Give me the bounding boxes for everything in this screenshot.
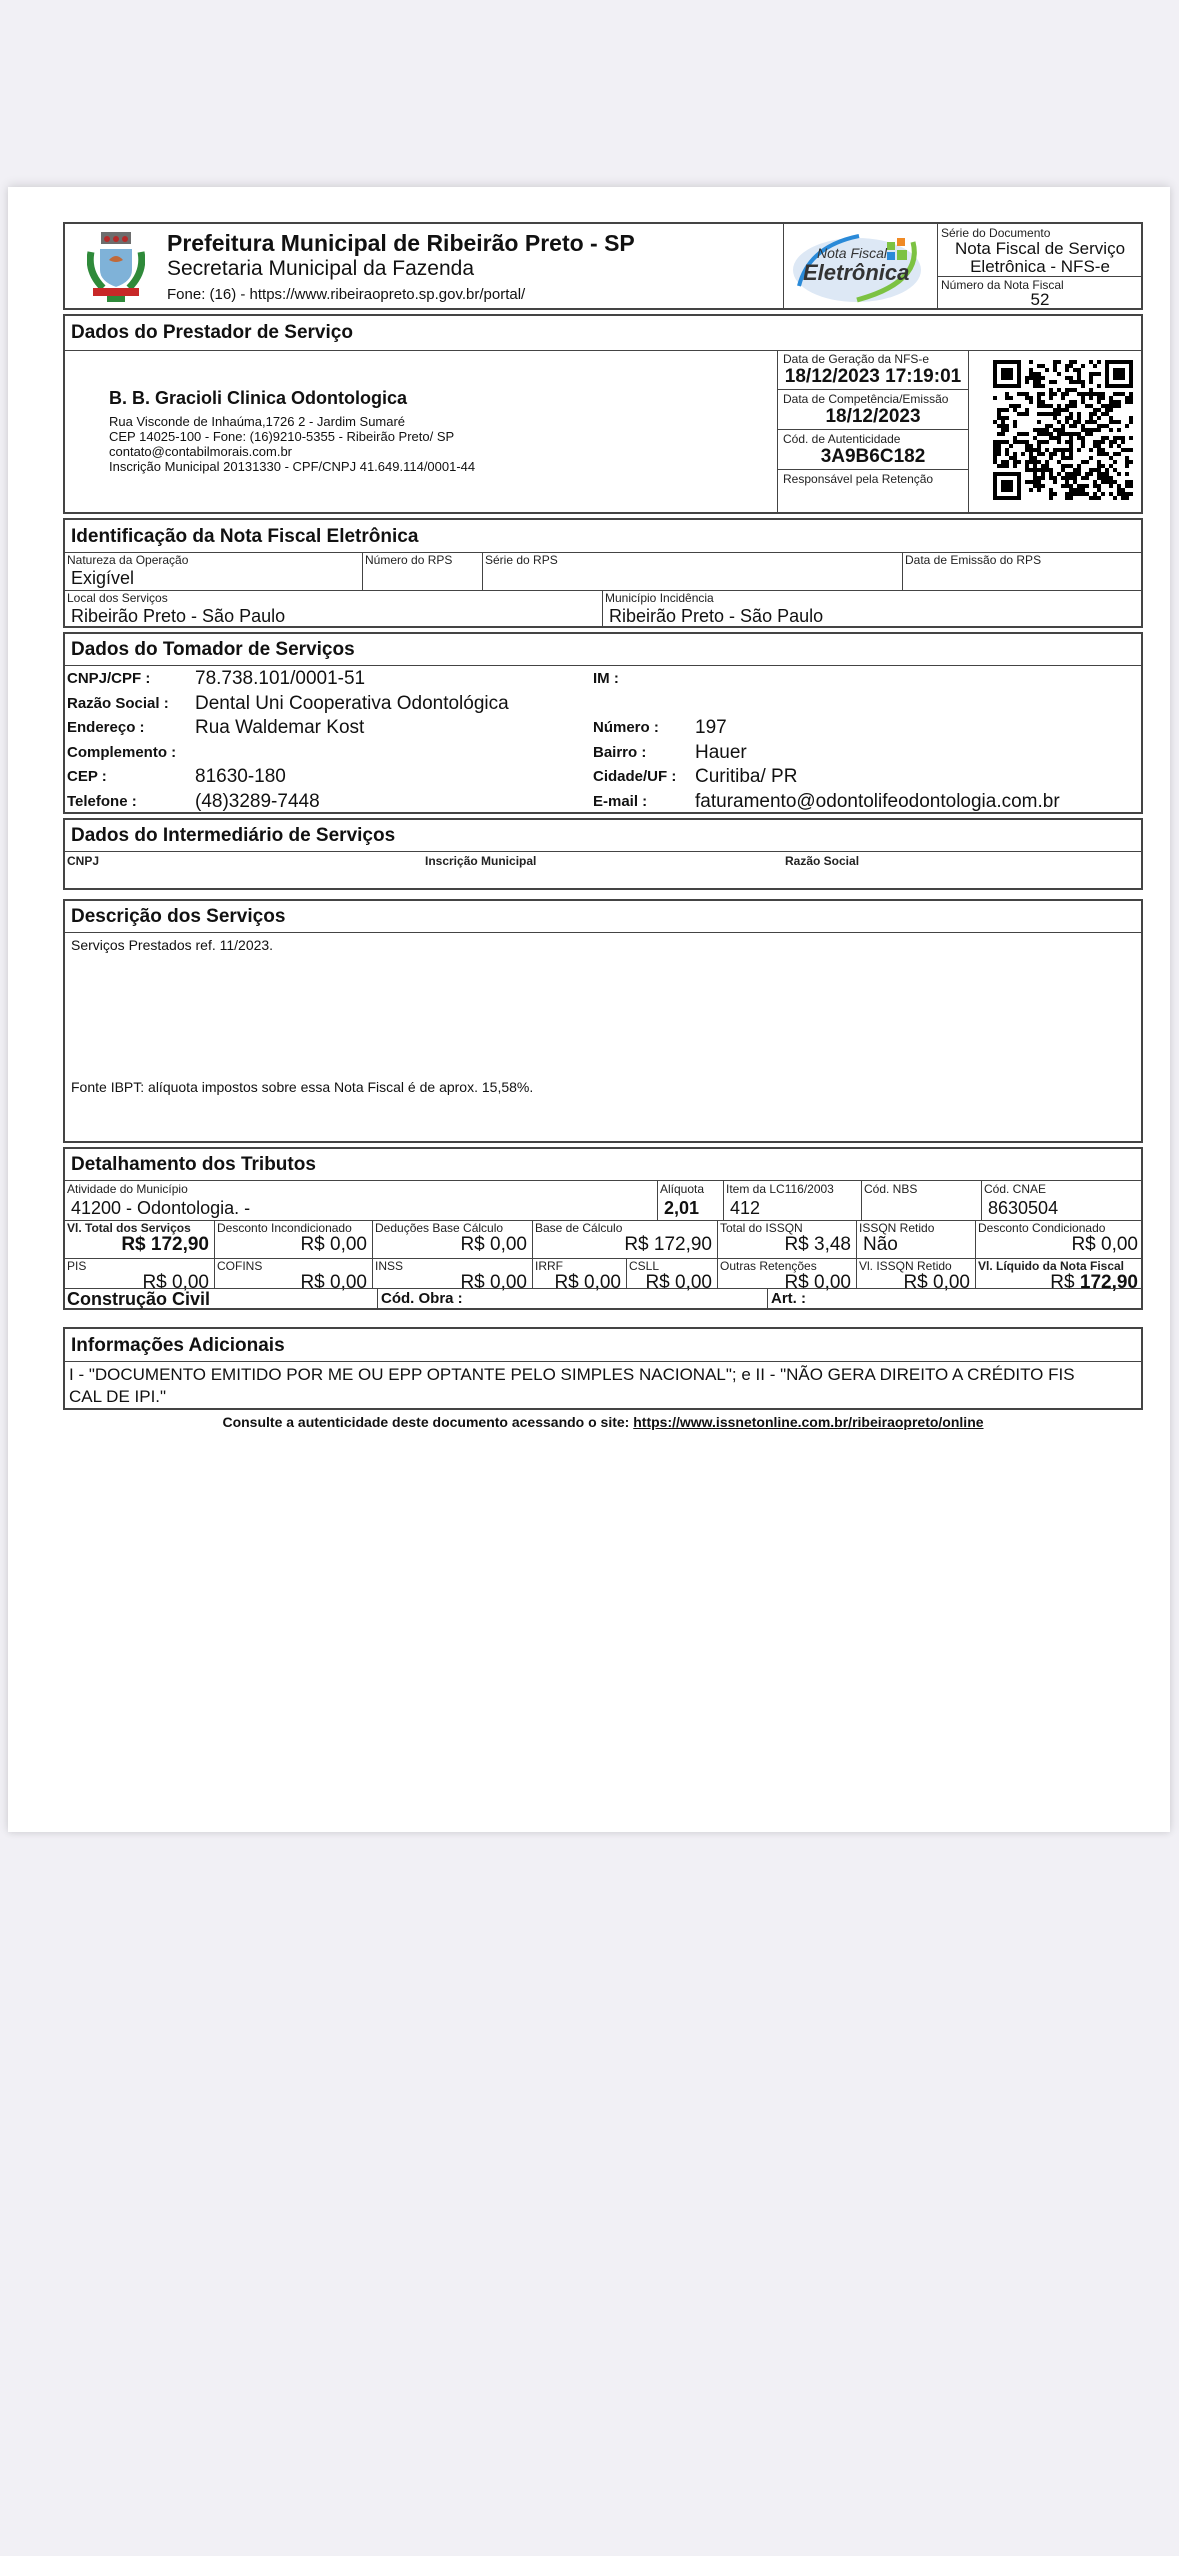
tomador-razao-value: Dental Uni Cooperativa Odontológica: [195, 692, 509, 714]
tomador-im-label: IM :: [593, 670, 619, 687]
tomador-cnpj-value: 78.738.101/0001-51: [195, 668, 366, 689]
tax-label: Vl. ISSQN Retido: [859, 1259, 952, 1273]
divider: [65, 1361, 1141, 1362]
tomador-telefone-label: Telefone :: [67, 792, 137, 810]
serie-rps-label: Série do RPS: [485, 553, 558, 567]
tomador-razao-label: Razão Social :: [67, 694, 169, 712]
authenticity-link[interactable]: https://www.issnetonline.com.br/ribeiraopreto/online: [633, 1414, 984, 1430]
competencia-cell: [778, 390, 968, 430]
local-servicos-label: Local dos Serviços: [67, 591, 168, 605]
divider: [65, 665, 1141, 666]
tomador-cidade-label: Cidade/UF :: [593, 768, 677, 785]
cod-cnae-cell: [982, 1180, 1143, 1220]
adicionais-line-1: I - "DOCUMENTO EMITIDO POR ME OU EPP OPTANTE PELO SIMPLES NACIONAL"; e II - "NÃO GERA DIREITO A CRÉDITO FIS: [69, 1365, 1075, 1384]
tomador-cnpj-label: CNPJ/CPF :: [67, 670, 151, 687]
geracao-cell: [778, 350, 968, 390]
prestador-email: contato@contabilmorais.com.br: [109, 444, 292, 459]
trib-row2-cell: [373, 1258, 533, 1293]
geracao-label: Data de Geração da NFS-e: [783, 352, 930, 366]
prestador-dates-panel: [777, 350, 969, 512]
tax-value: R$ 0,00: [645, 1272, 712, 1293]
numero-nota-cell: [937, 277, 1143, 310]
tomador-bairro-label: Bairro :: [593, 743, 647, 761]
intermediario-section: [63, 818, 1143, 890]
divider: [783, 224, 784, 308]
nfe-logo-line1: Nota Fiscal: [817, 245, 888, 261]
tax-label: INSS: [375, 1259, 404, 1273]
art-label: Art. :: [771, 1290, 806, 1307]
tomador-complemento-label: Complemento :: [67, 743, 177, 761]
nota-fiscal-eletronica-logo: [787, 228, 933, 306]
tomador-section: [63, 632, 1143, 814]
cod-obra-cell: [378, 1288, 768, 1310]
construcao-civil-label: Construção Civil: [67, 1289, 211, 1309]
numero-rps-cell: [363, 552, 483, 590]
trib-row1-cell: [215, 1220, 373, 1258]
cod-nbs-label: Cód. NBS: [864, 1182, 918, 1196]
header-box: [63, 222, 1143, 310]
competencia-label: Data de Competência/Emissão: [783, 392, 949, 406]
footer-text: Consulte a autenticidade deste documento acessando o site:: [222, 1414, 634, 1430]
cod-cnae-label: Cód. CNAE: [984, 1182, 1047, 1196]
qr-code-icon[interactable]: [993, 360, 1133, 500]
art-cell: [768, 1288, 1143, 1310]
prestador-name: B. B. Gracioli Clinica Odontologica: [109, 388, 408, 408]
serie-documento-cell: [937, 224, 1143, 277]
identificacao-section: [63, 518, 1143, 628]
trib-row1-cell: [976, 1220, 1143, 1258]
municipio-label: Município Incidência: [605, 591, 714, 605]
cod-obra-label: Cód. Obra :: [381, 1290, 463, 1307]
item-lc-cell: [724, 1180, 862, 1220]
descricao-text: Serviços Prestados ref. 11/2023.: [71, 937, 274, 953]
aliquota-value: 2,01: [664, 1198, 700, 1218]
tax-value: R$ 0,00: [903, 1272, 970, 1293]
local-servicos-cell: [65, 590, 603, 628]
tax-label: CSLL: [629, 1259, 660, 1273]
trib-row2-cell: [533, 1258, 627, 1293]
tomador-endereco-value: Rua Waldemar Kost: [195, 717, 365, 738]
trib-row2-cell: [627, 1258, 718, 1293]
serie-documento-value-2: Eletrônica - NFS-e: [970, 257, 1110, 276]
trib-row2-cell: [857, 1258, 976, 1293]
tomador-endereco-label: Endereço :: [67, 719, 145, 736]
tomador-numero-value: 197: [695, 717, 727, 738]
natureza-value: Exigível: [71, 568, 135, 588]
autenticidade-label: Cód. de Autenticidade: [783, 432, 901, 446]
trib-row2-cell: [65, 1258, 215, 1293]
tax-label: Outras Retenções: [720, 1259, 817, 1273]
tax-label: Base de Cálculo: [535, 1221, 623, 1235]
tax-value: R$ 0,00: [784, 1272, 851, 1293]
numero-rps-label: Número do RPS: [365, 553, 453, 567]
cod-cnae-value: 8630504: [988, 1198, 1059, 1218]
tomador-telefone-value: (48)3289-7448: [195, 790, 320, 812]
intermediario-cnpj-label: CNPJ: [67, 854, 100, 868]
construcao-civil-cell: [65, 1288, 378, 1310]
tax-value: R$ 0,00: [1071, 1234, 1138, 1255]
prestador-address: Rua Visconde de Inhaúma,1726 2 - Jardim Sumaré: [109, 414, 406, 429]
adicionais-title: Informações Adicionais: [71, 1335, 285, 1356]
serie-rps-cell: [483, 552, 903, 590]
atividade-label: Atividade do Município: [67, 1182, 188, 1196]
data-rps-label: Data de Emissão do RPS: [905, 553, 1042, 567]
item-lc-value: 412: [730, 1198, 761, 1218]
tax-label: IRRF: [535, 1259, 563, 1273]
tax-value: R$ 3,48: [784, 1234, 851, 1255]
numero-nota-label: Número da Nota Fiscal: [941, 278, 1064, 292]
tax-label: Desconto Condicionado: [978, 1221, 1106, 1235]
data-rps-cell: [903, 552, 1143, 590]
nfe-logo-line2: Eletrônica: [803, 260, 910, 285]
local-servicos-value: Ribeirão Preto - São Paulo: [71, 606, 286, 626]
trib-row1-cell: [718, 1220, 857, 1258]
prestador-cep-phone: CEP 14025-100 - Fone: (16)9210-5355 - Ribeirão Preto/ SP: [109, 429, 455, 444]
tomador-email-label: E-mail :: [593, 792, 648, 810]
natureza-cell: [65, 552, 363, 590]
tax-value: R$ 0,00: [554, 1272, 621, 1293]
tributos-section: [63, 1147, 1143, 1310]
atividade-value: 41200 - Odontologia. -: [71, 1198, 251, 1218]
serie-documento-value-1: Nota Fiscal de Serviço: [954, 239, 1126, 258]
tomador-bairro-value: Hauer: [695, 741, 747, 763]
tax-label: Vl. Total dos Serviços: [67, 1221, 191, 1235]
serie-documento-label: Série do Documento: [941, 226, 1051, 240]
tax-label: Vl. Líquido da Nota Fiscal: [978, 1259, 1125, 1273]
tax-label: Total do ISSQN: [720, 1221, 803, 1235]
prestador-inscricao: Inscrição Municipal 20131330 - CPF/CNPJ 41.649.114/0001-44: [109, 459, 476, 474]
prestador-section: [63, 314, 1143, 514]
tax-label: Desconto Incondicionado: [217, 1221, 352, 1235]
trib-row1-cell: [857, 1220, 976, 1258]
prefeitura-title: Prefeitura Municipal de Ribeirão Preto - SP: [167, 230, 635, 256]
trib-row2-cell: [718, 1258, 857, 1293]
divider: [65, 932, 1141, 933]
aliquota-cell: [658, 1180, 724, 1220]
tax-value: R$ 0,00: [460, 1234, 527, 1255]
item-lc-label: Item da LC116/2003: [726, 1182, 834, 1196]
tomador-email-value: faturamento@odontolifeodontologia.com.br: [695, 790, 1060, 812]
tax-value: R$ 172,90: [624, 1234, 712, 1255]
adicionais-line-2: CAL DE IPI.": [69, 1387, 167, 1406]
tax-label: COFINS: [217, 1259, 263, 1273]
intermediario-razao-label: Razão Social: [785, 854, 860, 868]
tomador-cep-label: CEP :: [67, 768, 107, 785]
municipio-value: Ribeirão Preto - São Paulo: [609, 606, 824, 626]
geracao-value: 18/12/2023 17:19:01: [784, 366, 962, 387]
municipio-cell: [603, 590, 1143, 628]
tax-label: ISSQN Retido: [859, 1221, 935, 1235]
numero-nota-value: 52: [1030, 290, 1050, 309]
tax-value: R$ 0,00: [300, 1234, 367, 1255]
aliquota-label: Alíquota: [660, 1182, 705, 1196]
trib-row1-cell: [373, 1220, 533, 1258]
tomador-cidade-value: Curitiba/ PR: [695, 766, 798, 787]
intermediario-title: Dados do Intermediário de Serviços: [71, 825, 396, 846]
divider: [65, 851, 1141, 852]
descricao-section: [63, 899, 1143, 1143]
tomador-numero-label: Número :: [593, 719, 659, 736]
autenticidade-cell: [778, 430, 968, 470]
tomador-cep-value: 81630-180: [195, 766, 286, 787]
tax-value-prefix: R$: [1050, 1272, 1080, 1293]
prefeitura-contact: Fone: (16) - https://www.ribeiraopreto.sp.gov.br/portal/: [167, 286, 526, 303]
city-coat-of-arms-icon: [87, 230, 145, 304]
footer-authenticity: [63, 1414, 1143, 1430]
tax-value: R$ 0,00: [142, 1272, 209, 1293]
trib-row1-cell: [65, 1220, 215, 1258]
trib-row1-cell: [533, 1220, 718, 1258]
ibpt-text: Fonte IBPT: alíquota impostos sobre essa Nota Fiscal é de aprox. 15,58%.: [71, 1079, 534, 1095]
tributos-title: Detalhamento dos Tributos: [71, 1154, 316, 1175]
cod-nbs-cell: [862, 1180, 982, 1220]
divider: [65, 350, 1141, 351]
document-page: [8, 187, 1170, 1832]
tax-label: PIS: [67, 1259, 87, 1273]
adicionais-section: [63, 1327, 1143, 1410]
natureza-label: Natureza da Operação: [67, 553, 189, 567]
prestador-title: Dados do Prestador de Serviço: [71, 322, 353, 343]
intermediario-inscricao-label: Inscrição Municipal: [425, 854, 537, 868]
tomador-title: Dados do Tomador de Serviços: [71, 639, 355, 660]
trib-row2-cell: [976, 1258, 1143, 1293]
identificacao-title: Identificação da Nota Fiscal Eletrônica: [71, 526, 419, 547]
tax-value: R$ 172,90: [121, 1234, 209, 1255]
responsavel-label: Responsável pela Retenção: [783, 472, 934, 486]
descricao-title: Descrição dos Serviços: [71, 906, 286, 927]
tax-value: R$ 0,00: [300, 1272, 367, 1293]
secretaria-subtitle: Secretaria Municipal da Fazenda: [167, 257, 475, 280]
autenticidade-value: 3A9B6C182: [820, 446, 926, 467]
trib-row2-cell: [215, 1258, 373, 1293]
atividade-cell: [65, 1180, 658, 1220]
competencia-value: 18/12/2023: [825, 406, 921, 427]
tax-label: Deduções Base Cálculo: [375, 1221, 504, 1235]
tax-value-amount: 172,90: [1079, 1272, 1138, 1293]
tax-value: R$ 0,00: [460, 1272, 527, 1293]
tax-value: Não: [863, 1234, 898, 1255]
